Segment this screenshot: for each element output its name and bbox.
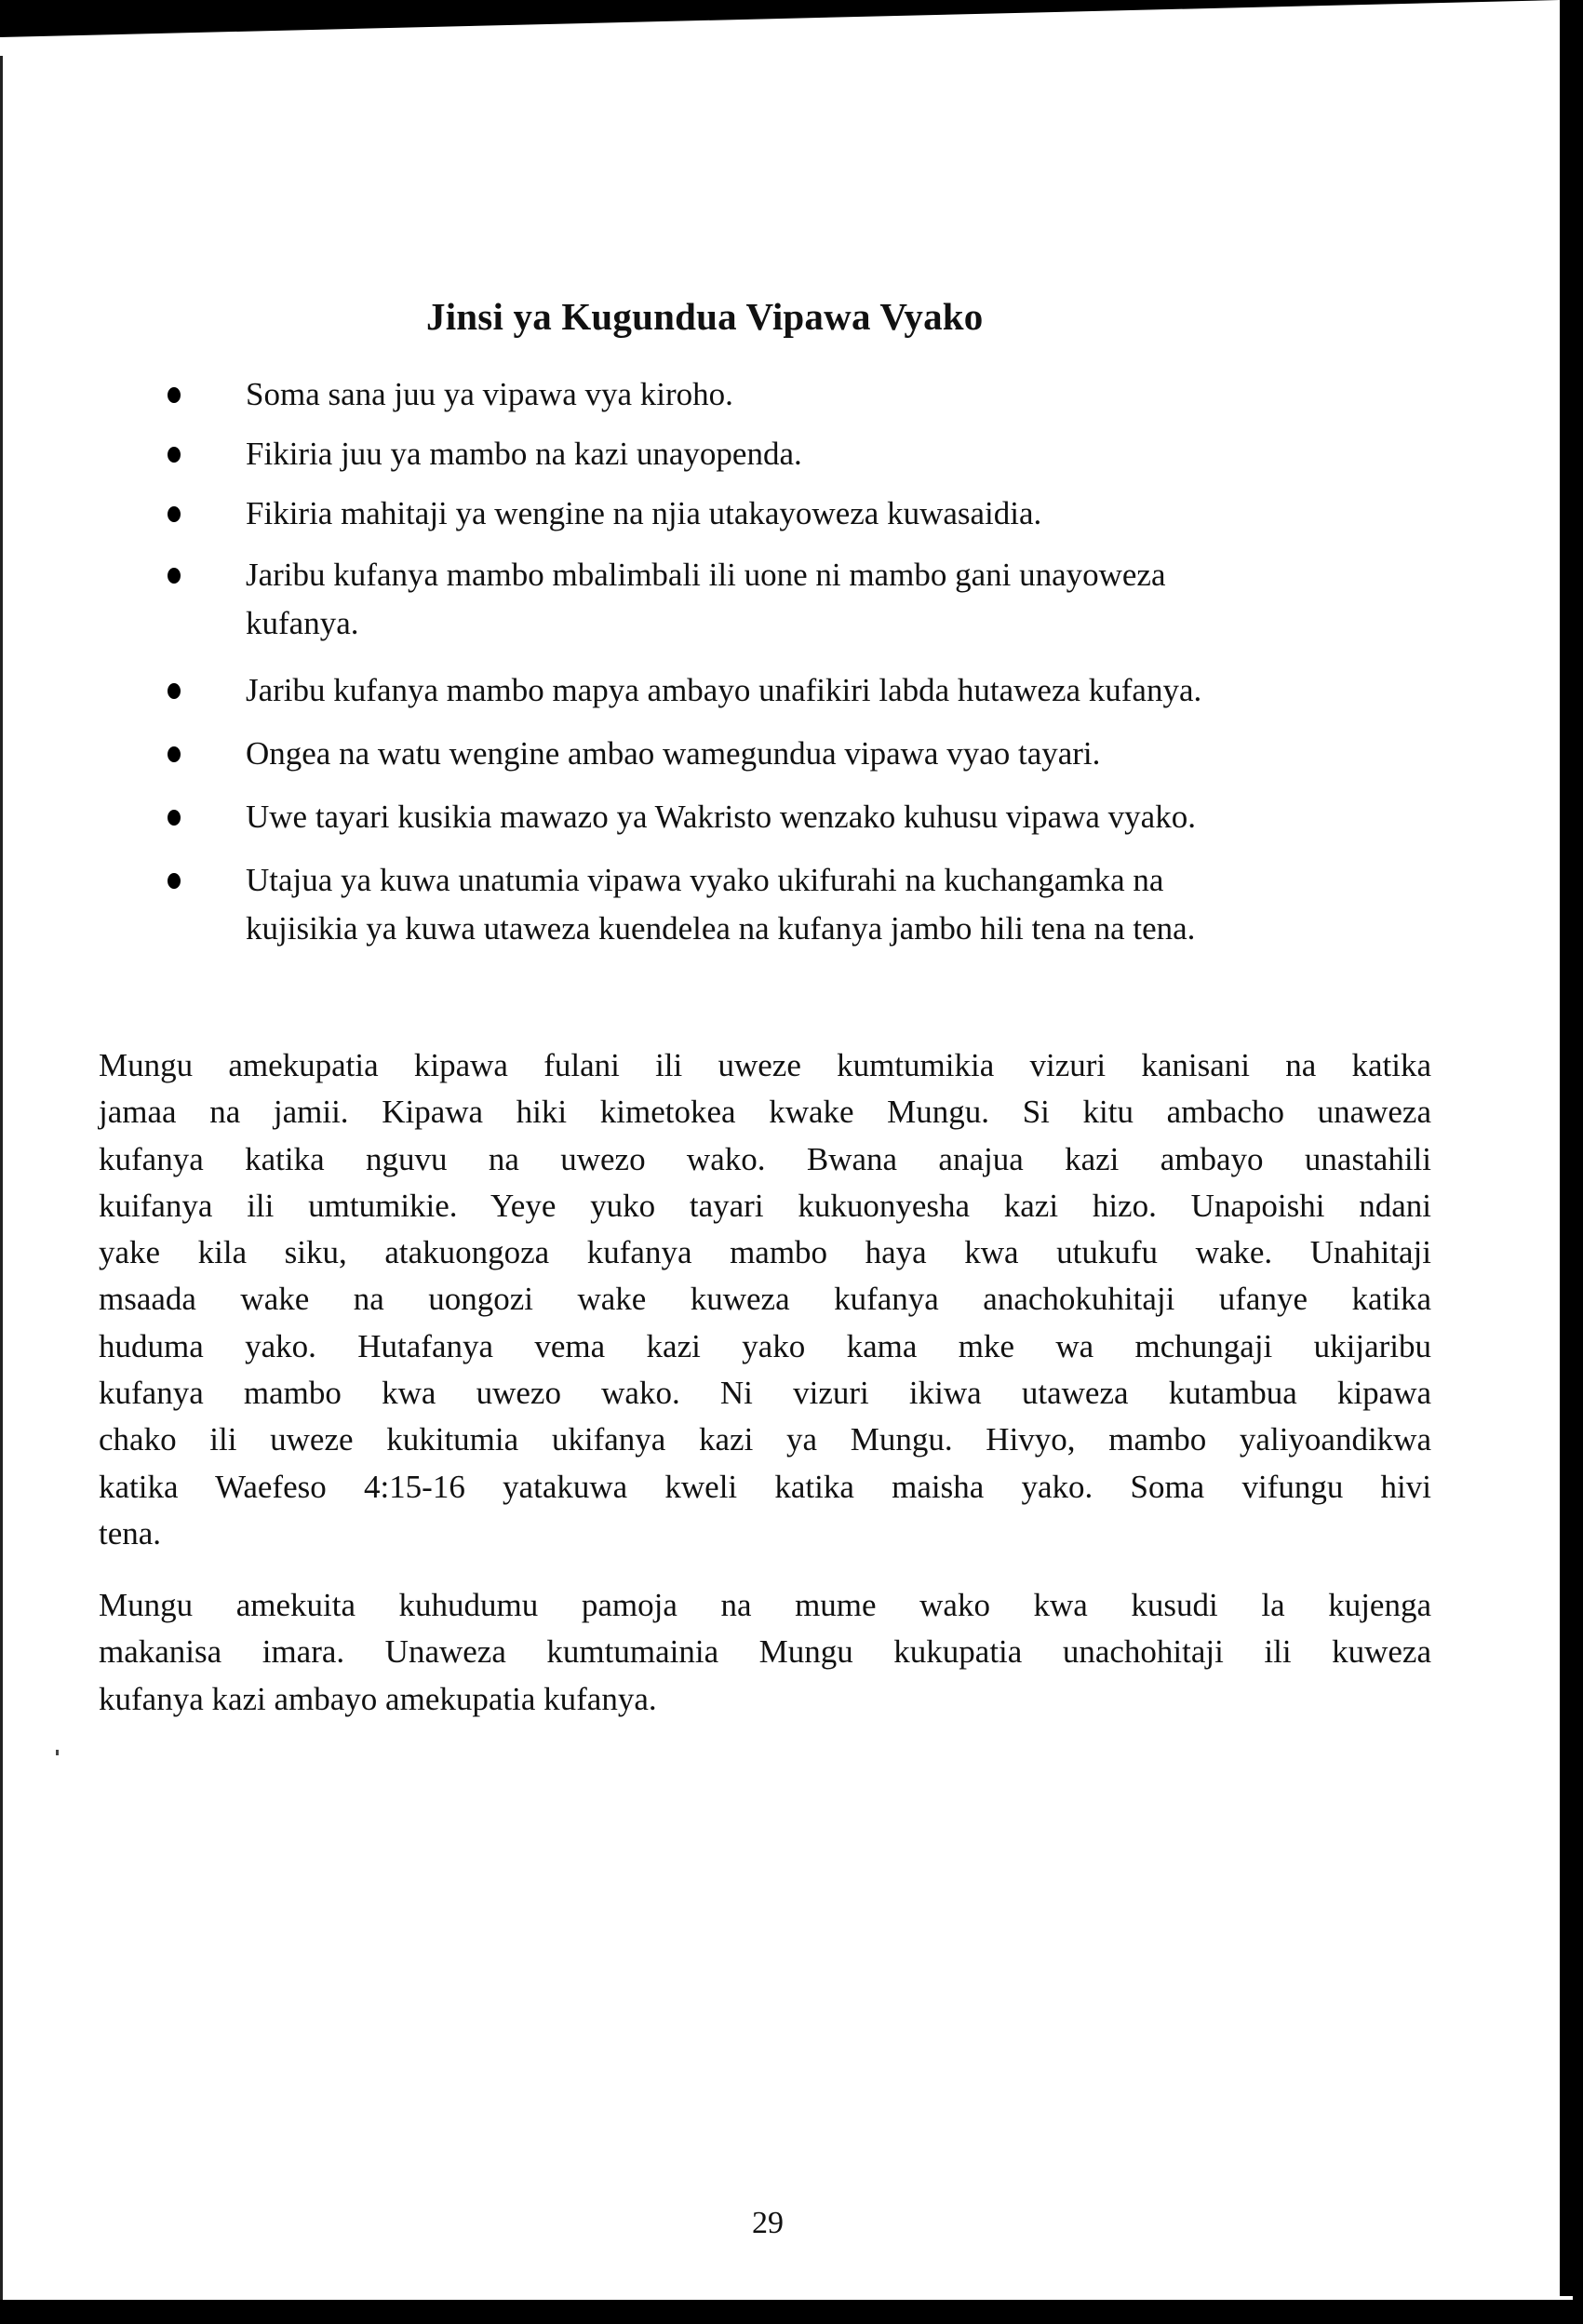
section-heading: Jinsi ya Kugundua Vipawa Vyako — [426, 295, 984, 338]
bullet-icon — [168, 568, 181, 584]
scan-right-edge — [1573, 0, 1583, 2324]
bullet-text-line: Uwe tayari kusikia mawazo ya Wakristo wenzako kuhusu vipawa vyako. — [246, 799, 1196, 835]
paragraph-line: makanisa imara. Unaweza kumtumainia Mungu kukupatia unachohitaji ili kuweza — [99, 1633, 1431, 1671]
bullet-icon — [168, 506, 181, 522]
paragraph-line: kuifanya ili umtumikie. Yeye yuko tayari kukuonyesha kazi hizo. Unapoishi ndani — [99, 1187, 1431, 1224]
bullet-text-line: Fikiria mahitaji ya wengine na njia utakayoweza kuwasaidia. — [246, 495, 1042, 531]
paragraph-line: kufanya mambo kwa uwezo wako. Ni vizuri ikiwa utaweza kutambua kipawa — [99, 1375, 1431, 1412]
scan-speck — [56, 1750, 59, 1755]
paragraph-line: kufanya katika nguvu na uwezo wako. Bwana anajua kazi ambayo unastahili — [99, 1140, 1431, 1177]
body-paragraph — [99, 1042, 1431, 1557]
bullet-text-line: Fikiria juu ya mambo na kazi unayopenda. — [246, 436, 802, 472]
bullet-icon — [168, 746, 181, 762]
paragraph-line: yake kila siku, atakuongoza kufanya mambo haya kwa utukufu wake. Unahitaji — [99, 1234, 1431, 1271]
scan-left-edge — [0, 56, 3, 2308]
paragraph-line: Mungu amekupatia kipawa fulani ili uweze kumtumikia vizuri kanisani na katika — [99, 1047, 1431, 1083]
paragraph-line: chako ili uweze kukitumia ukifanya kazi ya Mungu. Hivyo, mambo yaliyoandikwa — [99, 1421, 1431, 1458]
scan-bottom-edge — [0, 2300, 1583, 2324]
bullet-icon — [168, 873, 181, 889]
bullet-icon — [168, 447, 181, 463]
paragraph-line: jamaa na jamii. Kipawa hiki kimetokea kwake Mungu. Si kitu ambacho unaweza — [99, 1094, 1431, 1131]
bullet-icon — [168, 683, 181, 699]
paragraph-line: kufanya kazi ambayo amekupatia kufanya. — [99, 1680, 657, 1717]
bullet-text-line: kujisikia ya kuwa utaweza kuendelea na kufanya jambo hili tena na tena. — [246, 910, 1196, 947]
paragraph-line: msaada wake na uongozi wake kuweza kufanya anachokuhitaji ufanye katika — [99, 1281, 1431, 1318]
bullet-text-line: Utajua ya kuwa unatumia vipawa vyako ukifurahi na kuchangamka na — [246, 862, 1164, 898]
body-paragraph — [99, 1582, 1431, 1723]
bullet-text-line: Jaribu kufanya mambo mbalimbali ili uone ni mambo gani unayoweza — [246, 557, 1166, 593]
bullet-text-line: Soma sana juu ya vipawa vya kiroho. — [246, 376, 733, 412]
bullet-text-line: kufanya. — [246, 605, 359, 641]
paragraph-line: Mungu amekuita kuhudumu pamoja na mume wako kwa kusudi la kujenga — [99, 1587, 1431, 1623]
bullet-icon — [168, 387, 181, 403]
bullet-text-line: Jaribu kufanya mambo mapya ambayo unafikiri labda hutaweza kufanya. — [246, 672, 1202, 708]
page-number: 29 — [752, 2206, 784, 2240]
bullet-text-line: Ongea na watu wengine ambao wamegundua vipawa vyao tayari. — [246, 735, 1101, 772]
paragraph-line: tena. — [99, 1514, 162, 1552]
paragraph-line: katika Waefeso 4:15-16 yatakuwa kweli katika maisha yako. Soma vifungu hivi — [99, 1468, 1431, 1505]
bullet-icon — [168, 810, 181, 826]
paragraph-line: huduma yako. Hutafanya vema kazi yako kama mke wa mchungaji ukijaribu — [99, 1327, 1431, 1364]
